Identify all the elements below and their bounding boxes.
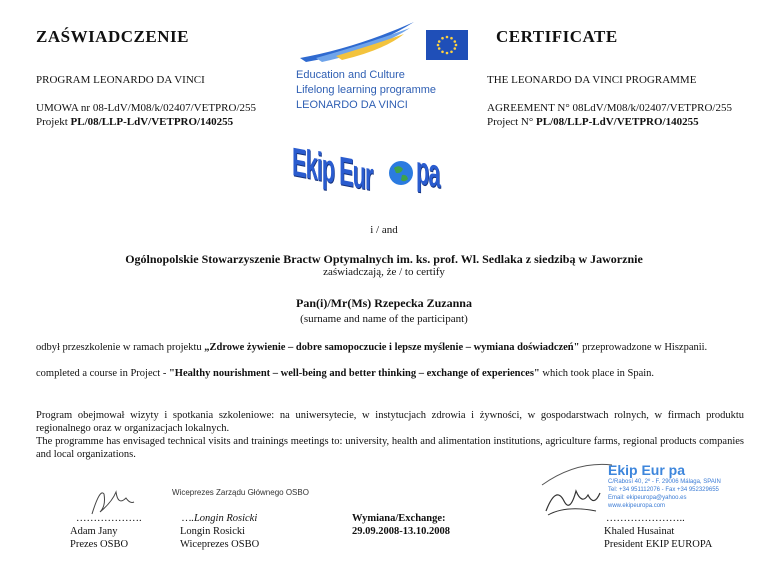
title-pl: ZAŚWIADCZENIE (36, 27, 189, 46)
agreement-en: AGREEMENT N° 08LdV/M08/k/02407/VETPRO/255 (487, 102, 732, 114)
sig2-dots-name: ….Longin Rosicki (182, 513, 258, 524)
course-pl-pre: odbył przeszkolenie w ramach projektu (36, 342, 205, 353)
eu-stars-icon (426, 30, 468, 60)
programme-en: THE LEONARDO DA VINCI PROGRAMME (487, 74, 697, 86)
eu-flag-icon (426, 30, 468, 60)
globe-icon (388, 160, 414, 186)
sig2-name: Longin Rosicki (180, 526, 246, 537)
ekip-logo-right: pa (416, 148, 440, 197)
organisation-name: Ogólnopolskie Stowarzyszenie Bractw Optymalnych im. ks. prof. Wl. Sedlaka z siedzibą w Jaworznie (125, 252, 643, 266)
programme-description-en: The programme has envisaged technical visits and trainings meetings to: university, health and alimentation institutions, agriculture farms, regional products companies and local organizations. (36, 436, 744, 460)
sig2-role: Wiceprezes OSBO (180, 539, 260, 550)
osbo-stamp: Wiceprezes Zarządu Głównego OSBO (172, 488, 309, 497)
stamp-name: Ekip Eur pa (608, 462, 686, 478)
title-en: CERTIFICATE (496, 27, 618, 46)
eu-logo-line2: Lifelong learning programme (296, 84, 437, 96)
course-pl-post: przeprowadzone w Hiszpanii. (579, 342, 708, 353)
course-en-post: which took place in Spain. (539, 368, 655, 379)
project-code-pl: PL/08/LLP-LdV/VETPRO/140255 (70, 116, 234, 128)
stamp-line3: Email: ekipeuropa@yahoo.es (608, 495, 687, 501)
ekip-europa-stamp (608, 462, 748, 510)
project-en (487, 116, 699, 128)
programme-description-pl: Program obejmował wizyty i spotkania szkoleniowe: na uniwersytecie, w instytucjach zdrowia i żywności, w gospodarstwach rolnych, w firmach produktu regionalnego oraz w organizacjach lokalnych. (36, 410, 744, 434)
ekip-europa-logo (292, 134, 472, 206)
exchange-label: Wymiana/Exchange: (352, 513, 446, 524)
and-text: i / and (370, 224, 398, 236)
sig1-role: Prezes OSBO (70, 539, 129, 550)
exchange-dates: 29.09.2008-13.10.2008 (352, 526, 450, 537)
sig3-role: President EKIP EUROPA (604, 539, 713, 550)
course-en (36, 368, 744, 381)
sig1-name: Adam Jany (70, 526, 118, 537)
project-prefix-en: Project N° (487, 116, 537, 128)
course-en-title: "Healthy nourishment – well-being and better thinking – exchange of experiences" (168, 368, 540, 379)
stamp-line4: www.ekipeuropa.com (608, 503, 666, 509)
programme-pl: PROGRAM LEONARDO DA VINCI (36, 74, 205, 86)
course-pl-title: „Zdrowe żywienie – dobre samopoczucie i lepsze myślenie – wymiana doświadczeń" (204, 342, 580, 353)
project-prefix-pl: Projekt (36, 116, 71, 128)
signature-khaled-husainat (536, 455, 616, 525)
course-pl (36, 342, 744, 355)
ekip-logo-left: Ekip Eur (292, 140, 373, 200)
certify-text: zaświadczają, że / to certify (323, 266, 445, 278)
participant-name: Pan(i)/Mr(Ms) Rzepecka Zuzanna (296, 296, 472, 310)
sig3-name: Khaled Husainat (604, 526, 675, 537)
stamp-line1: C/Rabosí 40, 2º - F. 29006 Málaga, SPAIN (608, 479, 721, 485)
course-en-pre: completed a course in Project - (36, 368, 169, 379)
project-code-en: PL/08/LLP-LdV/VETPRO/140255 (536, 116, 699, 128)
stamp-line2: Tel: +34 951112076 - Fax +34 952329655 (608, 487, 719, 493)
sig1-dots: ………………. (76, 513, 142, 524)
sig3-dots: ………………….. (606, 513, 685, 524)
eu-logo-text (296, 68, 436, 113)
agreement-pl: UMOWA nr 08-LdV/M08/k/02407/VETPRO/255 (36, 102, 256, 114)
eu-logo-line1: Education and Culture (296, 69, 405, 81)
participant-note: (surname and name of the participant) (300, 313, 468, 325)
project-pl (36, 116, 233, 128)
eu-logo-line3: LEONARDO DA VINCI (296, 99, 408, 111)
